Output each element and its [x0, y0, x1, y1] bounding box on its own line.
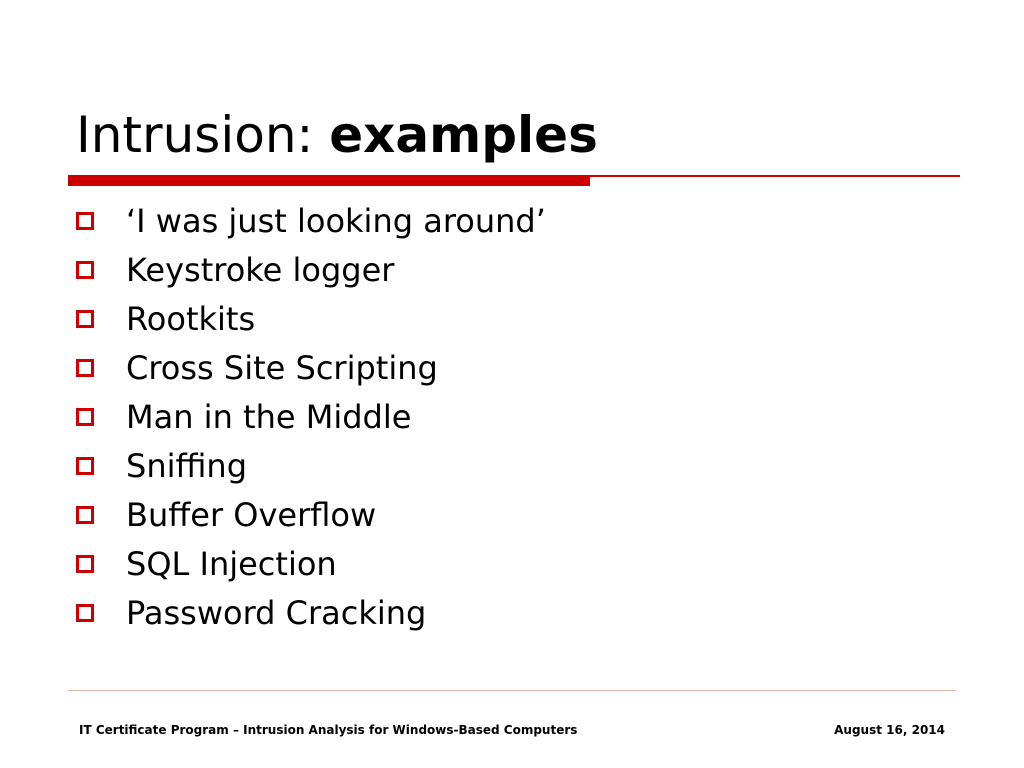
- hollow-square-icon: [76, 604, 94, 622]
- title-prefix: Intrusion:: [76, 106, 330, 164]
- bullet-item: [76, 392, 546, 441]
- bullet-item: [76, 588, 546, 637]
- bullet-item: [76, 441, 546, 490]
- bullet-item: [76, 196, 546, 245]
- title-underline-thick: [68, 175, 590, 186]
- footer-program: IT Certificate Program – Intrusion Analysis for Windows-Based Computers: [79, 723, 578, 737]
- bullet-text: Rootkits: [126, 299, 256, 338]
- bullet-text: ‘I was just looking around’: [126, 201, 546, 240]
- hollow-square-icon: [76, 506, 94, 524]
- bullet-item: [76, 343, 546, 392]
- title-underline-thin: [590, 175, 960, 177]
- hollow-square-icon: [76, 261, 94, 279]
- bullet-text: SQL Injection: [126, 544, 337, 583]
- bullet-text: Keystroke logger: [126, 250, 395, 289]
- footer-divider: [68, 690, 956, 691]
- hollow-square-icon: [76, 310, 94, 328]
- bullet-text: Buffer Overflow: [126, 495, 377, 534]
- title-emphasis: examples: [329, 106, 598, 164]
- bullet-text: Cross Site Scripting: [126, 348, 438, 387]
- bullet-item: [76, 245, 546, 294]
- hollow-square-icon: [76, 212, 94, 230]
- footer-date: August 16, 2014: [834, 723, 945, 737]
- bullet-item: [76, 490, 546, 539]
- bullet-text: Password Cracking: [126, 593, 427, 632]
- bullet-list: [76, 196, 546, 637]
- hollow-square-icon: [76, 457, 94, 475]
- bullet-item: [76, 539, 546, 588]
- hollow-square-icon: [76, 408, 94, 426]
- bullet-text: Sniffing: [126, 446, 248, 485]
- hollow-square-icon: [76, 359, 94, 377]
- bullet-item: [76, 294, 546, 343]
- hollow-square-icon: [76, 555, 94, 573]
- slide-title: [76, 104, 598, 166]
- bullet-text: Man in the Middle: [126, 397, 412, 436]
